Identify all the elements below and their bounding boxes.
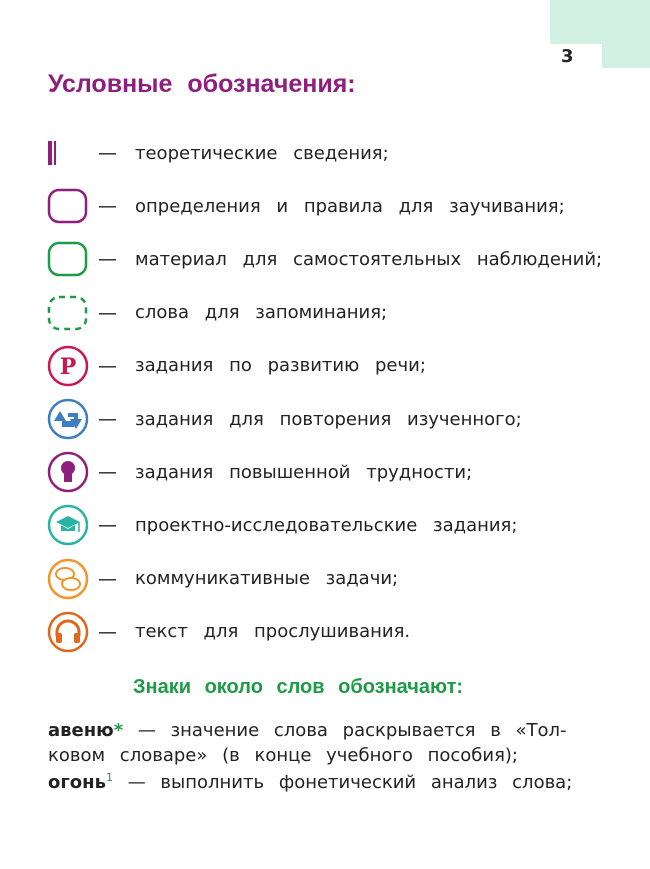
dash: — [98, 620, 117, 643]
theory-bars-icon [46, 131, 90, 175]
legend-item [46, 184, 565, 228]
lightbulb-icon [46, 450, 90, 494]
legend-text: определения и правила для заучивания; [135, 195, 565, 217]
legend-item [46, 131, 389, 175]
legend-text: теоретические сведения; [135, 142, 389, 164]
legend-item [46, 450, 473, 494]
sign-word: огонь [48, 772, 106, 793]
headphones-icon [46, 610, 90, 654]
graduation-cap-icon [46, 503, 90, 547]
sign-word: авеню [48, 720, 114, 741]
legend-item [46, 610, 411, 654]
dash: — [98, 354, 117, 377]
section-subtitle: Знаки около слов обозначают: [133, 676, 464, 698]
speech-r-icon [46, 344, 90, 388]
dash: — [98, 461, 117, 484]
sign-text: — выполнить фонетический анализ слова; [127, 772, 573, 793]
dash: — [98, 408, 117, 430]
dash: — [98, 301, 117, 324]
legend-text: материал для самостоятельных наблюдений; [135, 248, 603, 270]
legend-text: задания по развитию речи; [135, 355, 426, 377]
asterisk-mark: * [113, 720, 124, 741]
sign-text: — значение слова раскрывается в «Тол- [137, 720, 567, 741]
dash: — [98, 248, 117, 271]
purple-frame-icon [46, 184, 90, 228]
sign-asterisk-line2: ковом словаре» (в конце учебного пособия); [48, 745, 518, 766]
legend-item [46, 291, 388, 335]
page-title: Условные обозначения: [48, 70, 356, 98]
footnote-mark: 1 [105, 771, 113, 784]
dashed-frame-icon [46, 291, 90, 335]
legend-item [46, 237, 603, 281]
page-number: 3 [561, 46, 574, 67]
sign-footnote-line [48, 771, 572, 793]
green-frame-icon [46, 237, 90, 281]
dash: — [98, 567, 117, 590]
legend-text: задания повышенной трудности; [135, 461, 473, 483]
repeat-icon [46, 397, 90, 441]
dash: — [98, 195, 117, 218]
svg-text:Р: Р [59, 353, 77, 380]
legend-item [46, 557, 399, 601]
legend-text: слова для запоминания; [135, 302, 388, 324]
legend-item [46, 344, 426, 388]
dash: — [98, 142, 117, 164]
legend-text: текст для прослушивания. [135, 621, 411, 643]
dash: — [98, 514, 117, 537]
legend-text: проектно-исследовательские задания; [135, 514, 518, 536]
legend-item [46, 503, 518, 547]
legend-item [46, 397, 522, 441]
sign-asterisk-line1 [48, 720, 567, 741]
legend-text: задания для повторения изученного; [135, 408, 522, 430]
legend-text: коммуникативные задачи; [135, 568, 399, 590]
chat-icon [46, 557, 90, 601]
